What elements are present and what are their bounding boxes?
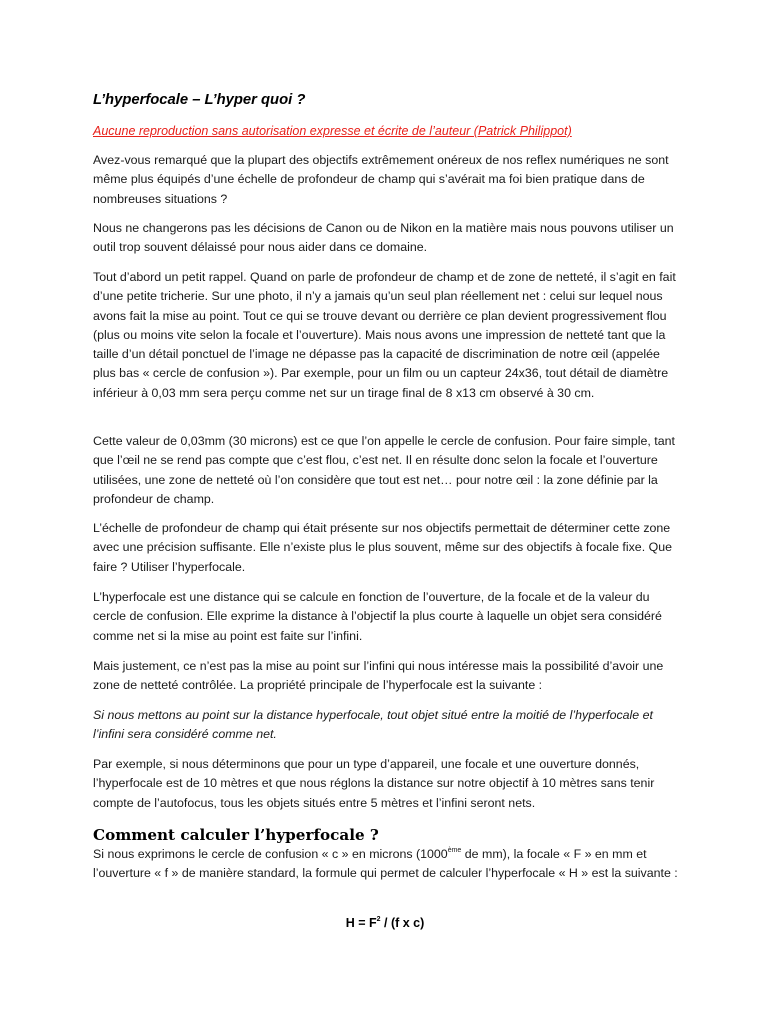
- formula-left: H = F: [345, 916, 377, 930]
- paragraph-property-statement: Si nous mettons au point sur la distance hyperfocale, tout objet situé entre la moitié de l’hyperfocale et l’infini sera considéré comme net.: [93, 708, 653, 742]
- paragraph-example: Par exemple, si nous déterminons que pour un type d’appareil, une focale et une ouverture donnés, l’hyperfocale est de 10 mètres et que nous réglons la distance sur notre objectif à 10 mètres sans tenir compte de l’autofocus, tous les objets situés entre 5 mètres et l’infini seront nets.: [93, 757, 655, 810]
- formula-right: / (f x c): [380, 916, 425, 930]
- paragraph-main-property: Mais justement, ce n’est pas la mise au point sur l’infini qui nous intéresse mais la possibilité d’avoir une zone de netteté contrôlée. La propriété principale de l’hyperfocale est la suivante :: [93, 659, 664, 693]
- paragraph-calculation: [93, 845, 679, 884]
- paragraph-depth-scale: L’échelle de profondeur de champ qui était présente sur nos objectifs permettait de déterminer cette zone avec une précision suffisante. Elle n’existe plus le plus souvent, même sur des objectifs à focale fixe. Que faire ? Utiliser l’hyperfocale.: [93, 521, 672, 574]
- calculation-text-start: Si nous exprimons le cercle de confusion « c » en microns (1000: [93, 847, 448, 861]
- paragraph-brands: Nous ne changerons pas les décisions de Canon ou de Nikon en la matière mais nous pouvons utiliser un outil trop souvent délaissé pour nous aider dans ce domaine.: [93, 221, 674, 255]
- calculation-superscript: ème: [447, 846, 462, 854]
- paragraph-reminder: Tout d’abord un petit rappel. Quand on parle de profondeur de champ et de zone de netteté, il s’agit en fait d’une petite tricherie. Sur une photo, il n’y a jamais qu’un seul plan réellement net : celui sur lequel nous avons fait la mise au point. Tout ce qui se trouve devant ou derrière ce plan devient progressivement flou (plus ou moins vite selon la focale et l’ouverture). Mais nous avons une impression de netteté tant que la taille d’un détail ponctuel de l’image ne dépasse pas la capacité de discrimination de notre œil (appelée plus bas « cercle de confusion »). Par exemple, pour un film ou un capteur 24x36, tout détail de diamètre inférieur à 0,03 mm sera perçu comme net sur un tirage final de 8 x13 cm observé à 30 cm.: [93, 270, 676, 400]
- copyright-notice: Aucune reproduction sans autorisation expresse et écrite de l’auteur (Patrick Philippot): [93, 124, 572, 138]
- calculation-text-end: de mm), la focale « F » en mm et l’ouverture « f » de manière standard, la formule qui permet de calculer l’hyperfocale « H » est la suivante :: [93, 847, 678, 881]
- paragraph-intro: Avez-vous remarqué que la plupart des objectifs extrêmement onéreux de nos reflex numériques ne sont même plus équipés d’une échelle de profondeur de champ qui s’avérait ma foi bien pratique dans de nombreuses situations ?: [93, 153, 669, 206]
- formula-exponent: 2: [376, 915, 381, 923]
- hyperfocal-formula: [93, 913, 677, 933]
- paragraph-circle-of-confusion: Cette valeur de 0,03mm (30 microns) est ce que l’on appelle le cercle de confusion. Pour faire simple, tant que l’œil ne se rend pas compte que c’est flou, c’est net. Il en résulte donc selon la focale et l’ouverture utilisées, une zone de netteté où l’on considère que tout est net… pour notre œil : la zone définie par la profondeur de champ.: [93, 434, 675, 506]
- document-title: L’hyperfocale – L’hyper quoi ?: [93, 92, 306, 108]
- section-heading: Comment calculer l’hyperfocale ?: [93, 826, 379, 844]
- paragraph-hyperfocal-definition: L’hyperfocale est une distance qui se calcule en fonction de l’ouverture, de la focale et de la valeur du cercle de confusion. Elle exprime la distance à l’objectif la plus courte à laquelle un objet sera considéré comme net si la mise au point est faite sur l’infini.: [93, 590, 662, 643]
